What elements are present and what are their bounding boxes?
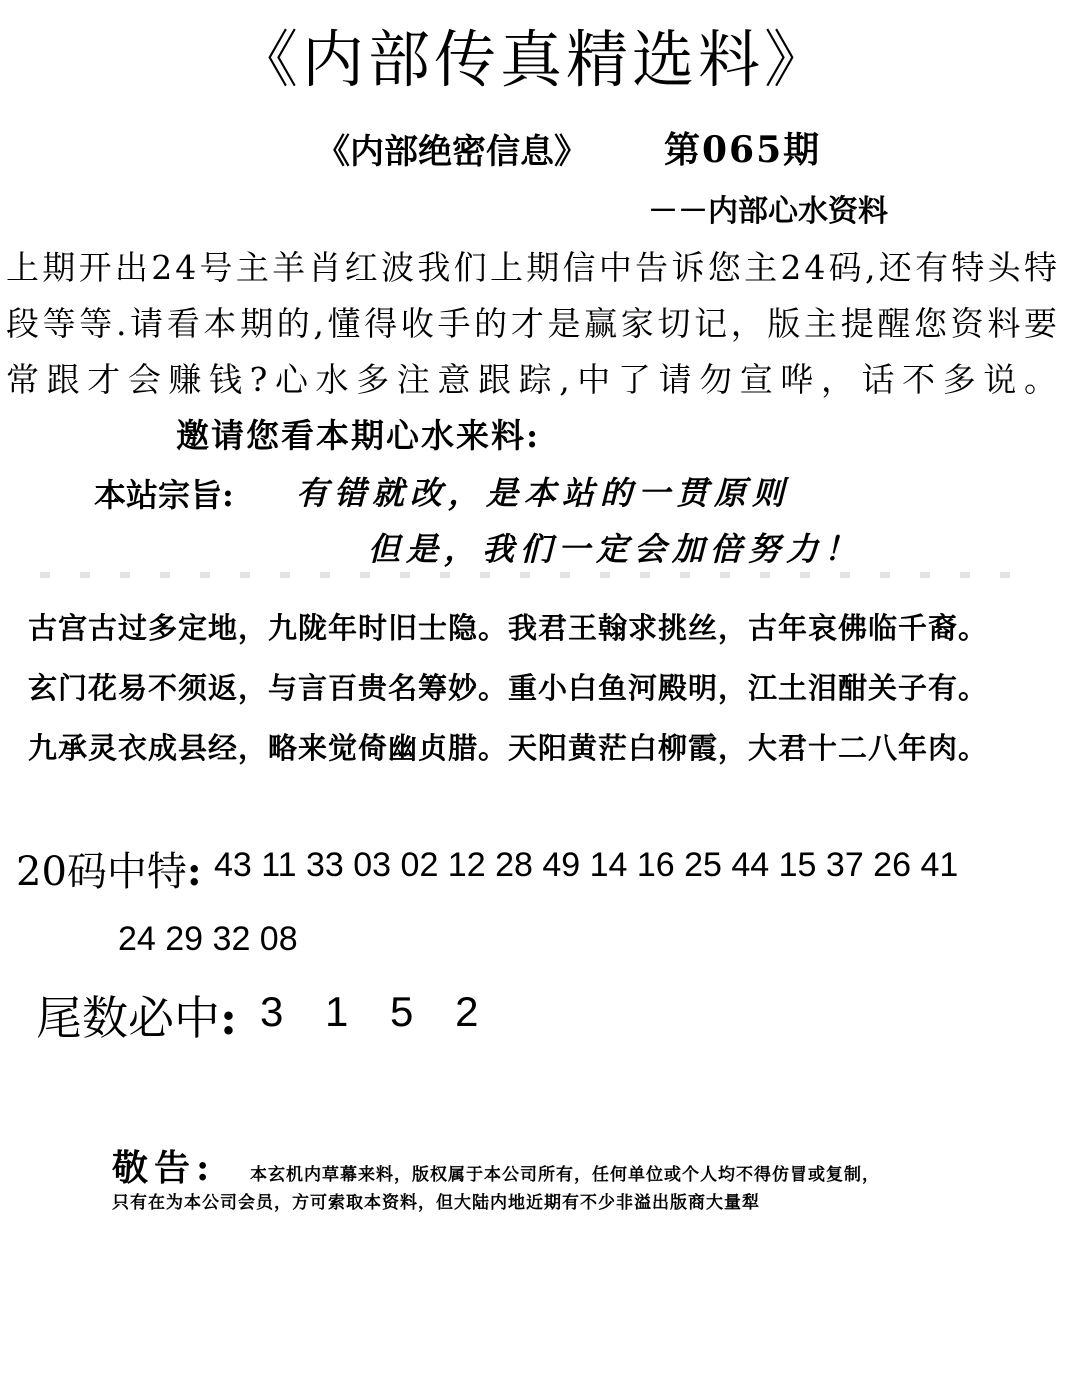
page-title: 《内部传真精选料》 xyxy=(235,23,830,96)
dotted-divider xyxy=(40,572,1030,578)
notice-label: 敬告: xyxy=(112,1147,216,1189)
source-label: －－内部心水资料 xyxy=(648,194,888,229)
tail-label: 尾数必中: xyxy=(36,991,237,1045)
poem-line-1: 古宫古过多定地，九陇年时旧士隐。我君王翰求挑丝，古年哀佛临千裔。 xyxy=(28,611,989,645)
motto-label: 本站宗旨: xyxy=(94,476,234,514)
page-subtitle: 《内部绝密信息》 xyxy=(316,132,588,172)
notice-line-2: 只有在为本公司会员，方可索取本资料，但大陆内地近期有不少非溢出版商大量犁 xyxy=(112,1193,760,1213)
codes-line-2: 24 29 32 08 xyxy=(118,920,298,958)
intro-invite: 邀请您看本期心水来料: xyxy=(176,416,541,455)
intro-paragraph xyxy=(6,240,1060,464)
motto-line-1: 有错就改，是本站的一贯原则 xyxy=(296,474,791,512)
motto-line-2: 但是，我们一定会加倍努力！ xyxy=(368,530,863,568)
poem-line-3: 九承灵衣成县经，略来觉倚幽贞腊。天阳黄茫白柳霞，大君十二八年肉。 xyxy=(28,731,989,765)
poem-line-2: 玄门花易不须返，与言百贵名筹妙。重小白鱼河殿明，江土泪酣关子有。 xyxy=(28,671,989,705)
codes-label: 20码中特: xyxy=(16,848,202,895)
notice-line-1: 本玄机内草幕来料，版权属于本公司所有，任何单位或个人均不得仿冒或复制， xyxy=(250,1165,880,1185)
tail-digits: 3 1 5 2 xyxy=(260,988,479,1035)
intro-text: 上期开出24号主羊肖红波我们上期信中告诉您主24码,还有特头特段等等.请看本期的,懂得收手的才是赢家切记，版主提醒您资料要常跟才会赚钱?心水多注意跟踪,中了请勿宣哗，话不多说。 xyxy=(6,248,1060,399)
issue-number: 第065期 xyxy=(664,129,822,171)
codes-line-1: 43 11 33 03 02 12 28 49 14 16 25 44 15 37 26 41 xyxy=(214,846,959,884)
